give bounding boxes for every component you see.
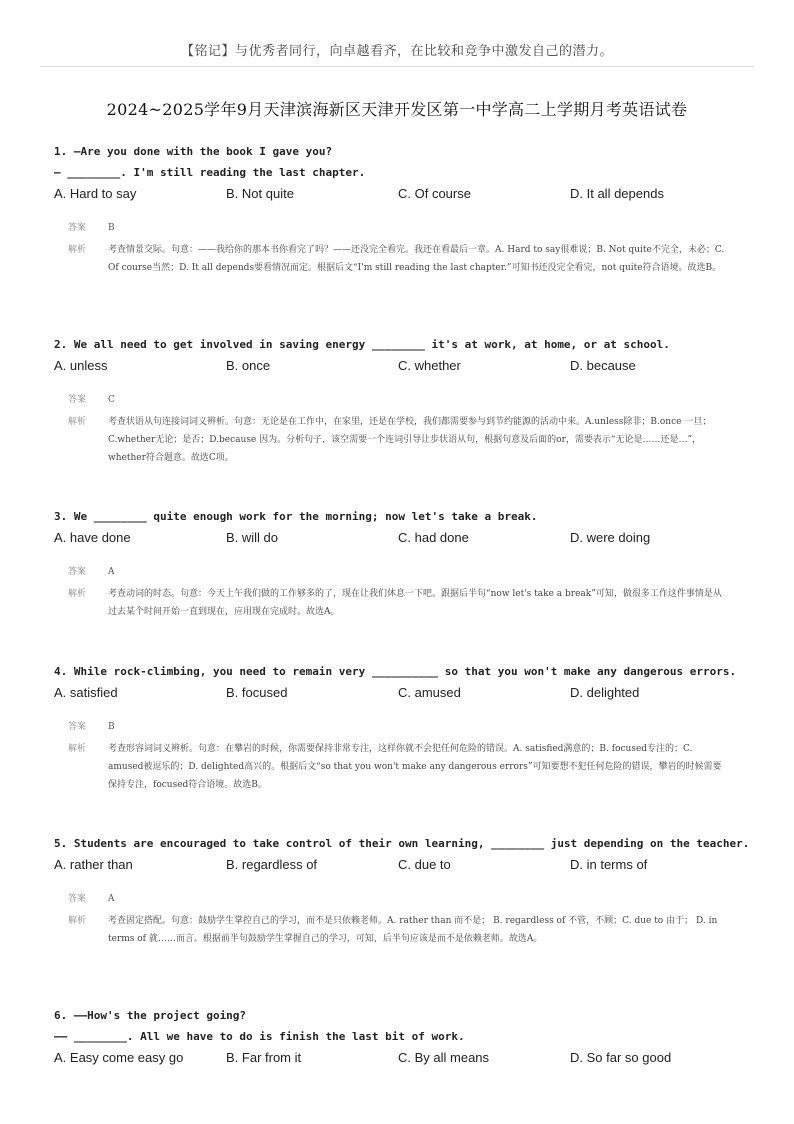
option-c[interactable]: C. Of course — [398, 186, 471, 201]
motto-banner: 【铭记】与优秀者同行，向卓越看齐，在比较和竞争中激发自己的潜力。 — [180, 44, 613, 59]
option-c[interactable]: C. whether — [398, 358, 461, 373]
option-d[interactable]: D. delighted — [570, 685, 640, 700]
question-stem-line: 2. We all need to get involved in saving energy ________ it's at work, at home, or at school. — [54, 338, 670, 351]
question-4 — [54, 661, 744, 794]
analysis-row — [68, 585, 744, 621]
analysis-row — [68, 912, 744, 948]
option-a[interactable]: A. Easy come easy go — [54, 1050, 184, 1065]
option-a[interactable]: A. have done — [54, 530, 131, 545]
header-divider — [40, 66, 754, 67]
option-c[interactable]: C. amused — [398, 685, 461, 700]
option-b[interactable]: B. once — [226, 358, 271, 373]
analysis-label: 解析 — [68, 916, 87, 926]
analysis-text: 考查状语从句连接词词义辨析。句意：无论是在工作中，在家里，还是在学校，我们都需要参与到节约能源的活动中来。A.unless除非；B.once 一旦；C.whether无论；是否；D.because 因为。分析句子，该空需要一个连词引导让步状语从句，根据句意及后面的or，需要表示“无论是……还是…”，whether符合题意。故选C项。 — [108, 417, 712, 463]
analysis-text: 考查动词的时态。句意：今天上午我们做的工作够多的了，现在让我们休息一下吧。跟据后半句“now let's take a break”可知，做很多工作这件事情是从过去某个时间开始一直到现在，应用现在完成时。故选A。 — [108, 589, 722, 617]
option-a[interactable]: A. Hard to say — [54, 186, 137, 201]
analysis-row — [68, 413, 744, 467]
options-row — [54, 355, 744, 377]
option-b[interactable]: B. Far from it — [226, 1050, 302, 1065]
question-stem-line: 3. We ________ quite enough work for the morning; now let's take a break. — [54, 510, 538, 523]
analysis-label: 解析 — [68, 589, 87, 599]
option-a[interactable]: A. satisfied — [54, 685, 118, 700]
question-3 — [54, 506, 744, 621]
option-c[interactable]: C. had done — [398, 530, 469, 545]
analysis-text: 考查形容词词义辨析。句意：在攀岩的时候，你需要保持非常专注，这样你就不会犯任何危险的错误。A. satisfied满意的；B. focused专注的；C. amused被逗乐的；D. delighted高兴的。根据后文“so that you won't make any dangerous errors”可知要想不犯任何危险的错误，攀岩的时候需要保持专注，focused符合语境。故选B。 — [108, 744, 722, 790]
question-6 — [54, 1005, 744, 1069]
question-stem-line: 4. While rock-climbing, you need to remain very __________ so that you won't make any dangerous errors. — [54, 665, 737, 678]
option-c[interactable]: C. due to — [398, 857, 451, 872]
options-row — [54, 183, 744, 205]
option-d[interactable]: D. because — [570, 358, 636, 373]
option-b[interactable]: B. will do — [226, 530, 279, 545]
analysis-row — [68, 740, 744, 794]
question-stem-line: — ________. I'm still reading the last chapter. — [54, 166, 366, 179]
analysis-row — [68, 241, 744, 277]
option-a[interactable]: A. rather than — [54, 857, 133, 872]
answer-label: 答案 — [68, 722, 87, 732]
answer-value: A — [108, 567, 115, 577]
answer-value: B — [108, 223, 115, 233]
options-row — [54, 527, 744, 549]
question-stem-line: 1. —Are you done with the book I gave you? — [54, 145, 333, 158]
analysis-label: 解析 — [68, 245, 87, 255]
question-5 — [54, 833, 750, 948]
answer-row — [68, 563, 744, 581]
option-d[interactable]: D. It all depends — [570, 186, 664, 201]
option-b[interactable]: B. focused — [226, 685, 288, 700]
options-row — [54, 682, 744, 704]
options-row — [54, 1047, 744, 1069]
answer-value: A — [108, 894, 115, 904]
question-stem-line: 5. Students are encouraged to take control of their own learning, ________ just depending on the teacher. — [54, 837, 750, 850]
options-row — [54, 854, 744, 876]
option-b[interactable]: B. regardless of — [226, 857, 318, 872]
option-d[interactable]: D. were doing — [570, 530, 651, 545]
analysis-label: 解析 — [68, 417, 87, 427]
option-a[interactable]: A. unless — [54, 358, 108, 373]
question-stem-line: 6. ——How's the project going? — [54, 1009, 247, 1022]
answer-value: B — [108, 722, 115, 732]
answer-label: 答案 — [68, 223, 87, 233]
exam-title: 2024~2025学年9月天津滨海新区天津开发区第一中学高二上学期月考英语试卷 — [106, 100, 688, 119]
answer-label: 答案 — [68, 395, 87, 405]
answer-label: 答案 — [68, 894, 87, 904]
answer-row — [68, 890, 744, 908]
option-b[interactable]: B. Not quite — [226, 186, 294, 201]
answer-label: 答案 — [68, 567, 87, 577]
analysis-label: 解析 — [68, 744, 87, 754]
option-d[interactable]: D. So far so good — [570, 1050, 672, 1065]
question-1 — [54, 141, 744, 277]
analysis-text: 考查情景交际。句意：——我给你的那本书你看完了吗？——还没完全看完。我还在看最后一章。A. Hard to say很难说；B. Not quite不完全，未必；C. Of course当然；D. It all depends要看情况而定。根据后文“I'm still reading the last chapter.”可知书还没完全看完，not quite符合语境。故选B。 — [108, 245, 725, 273]
answer-row — [68, 718, 744, 736]
option-d[interactable]: D. in terms of — [570, 857, 648, 872]
option-c[interactable]: C. By all means — [398, 1050, 490, 1065]
question-stem-line: —— ________. All we have to do is finish the last bit of work. — [54, 1030, 465, 1043]
answer-row — [68, 219, 744, 237]
answer-value: C — [108, 395, 115, 405]
question-2 — [54, 334, 744, 467]
analysis-text: 考查固定搭配。句意：鼓励学生掌控自己的学习，而不是只依赖老师。A. rather than 而不是； B. regardless of 不管，不顾；C. due to 由于； D. in terms of 就……而言。根据前半句鼓励学生掌握自己的学习，可知，后半句应该是而不是依赖老师。故选A。 — [108, 916, 718, 944]
answer-row — [68, 391, 744, 409]
